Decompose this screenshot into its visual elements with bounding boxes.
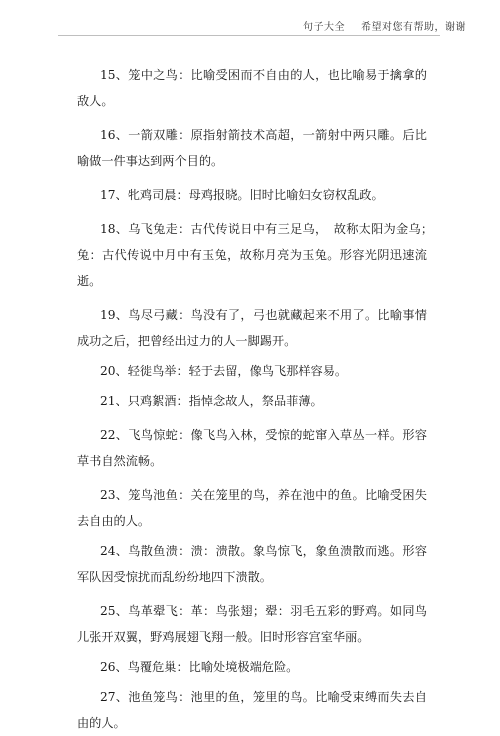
idiom-entry-18: 18、乌飞兔走：古代传说日中有三足乌， 故称太阳为金乌； 兔：古代传说中月中有玉兔，故称月亮为玉兔。形容光阴迅速流逝。: [77, 222, 440, 288]
header-thanks: 希望对您有帮助，谢谢: [361, 22, 466, 33]
idiom-entry-16: 16、一箭双雕：原指射箭技术高超，一箭射中两只雕。后比喻做一件事达到两个目的。: [77, 128, 427, 168]
idiom-entry-25: 25、鸟革翚飞：革：鸟张翅；翚：羽毛五彩的野鸡。如同鸟儿张开双翼，野鸡展翅飞翔一般。旧时形容宫室华丽。: [77, 604, 427, 644]
idiom-entry-19: 19、鸟尽弓藏：鸟没有了，弓也就藏起来不用了。比喻事情成功之后，把曾经出过力的人一脚踢开。: [77, 308, 427, 348]
header-site-name: 句子大全: [303, 22, 345, 33]
idiom-entry-20: 20、轻徙鸟举：轻于去留，像鸟飞那样容易。: [100, 364, 348, 378]
idiom-entry-26: 26、鸟覆危巢：比喻处境极端危险。: [100, 660, 299, 674]
idiom-entry-23: 23、笼鸟池鱼：关在笼里的鸟，养在池中的鱼。比喻受困失去自由的人。: [77, 488, 427, 528]
idiom-entry-15: 15、笼中之鸟：比喻受困而不自由的人，也比喻易于擒拿的敌人。: [77, 68, 427, 108]
idiom-list: [77, 62, 440, 736]
header-divider: [58, 35, 440, 36]
idiom-entry-21: 21、只鸡絮酒：指悼念故人，祭品菲薄。: [100, 394, 323, 408]
idiom-entry-24: 24、鸟散鱼溃：溃：溃散。象鸟惊飞，象鱼溃散而逃。形容军队因受惊扰而乱纷纷地四下溃散。: [77, 544, 427, 584]
page-header: [303, 18, 466, 33]
idiom-entry-17: 17、牝鸡司晨：母鸡报晓。旧时比喻妇女窃权乱政。: [100, 188, 384, 202]
idiom-entry-22: 22、飞鸟惊蛇：像飞鸟入林，受惊的蛇窜入草丛一样。形容草书自然流畅。: [77, 428, 427, 468]
idiom-entry-27: 27、池鱼笼鸟：池里的鱼，笼里的鸟。比喻受束缚而失去自由的人。: [77, 690, 427, 730]
